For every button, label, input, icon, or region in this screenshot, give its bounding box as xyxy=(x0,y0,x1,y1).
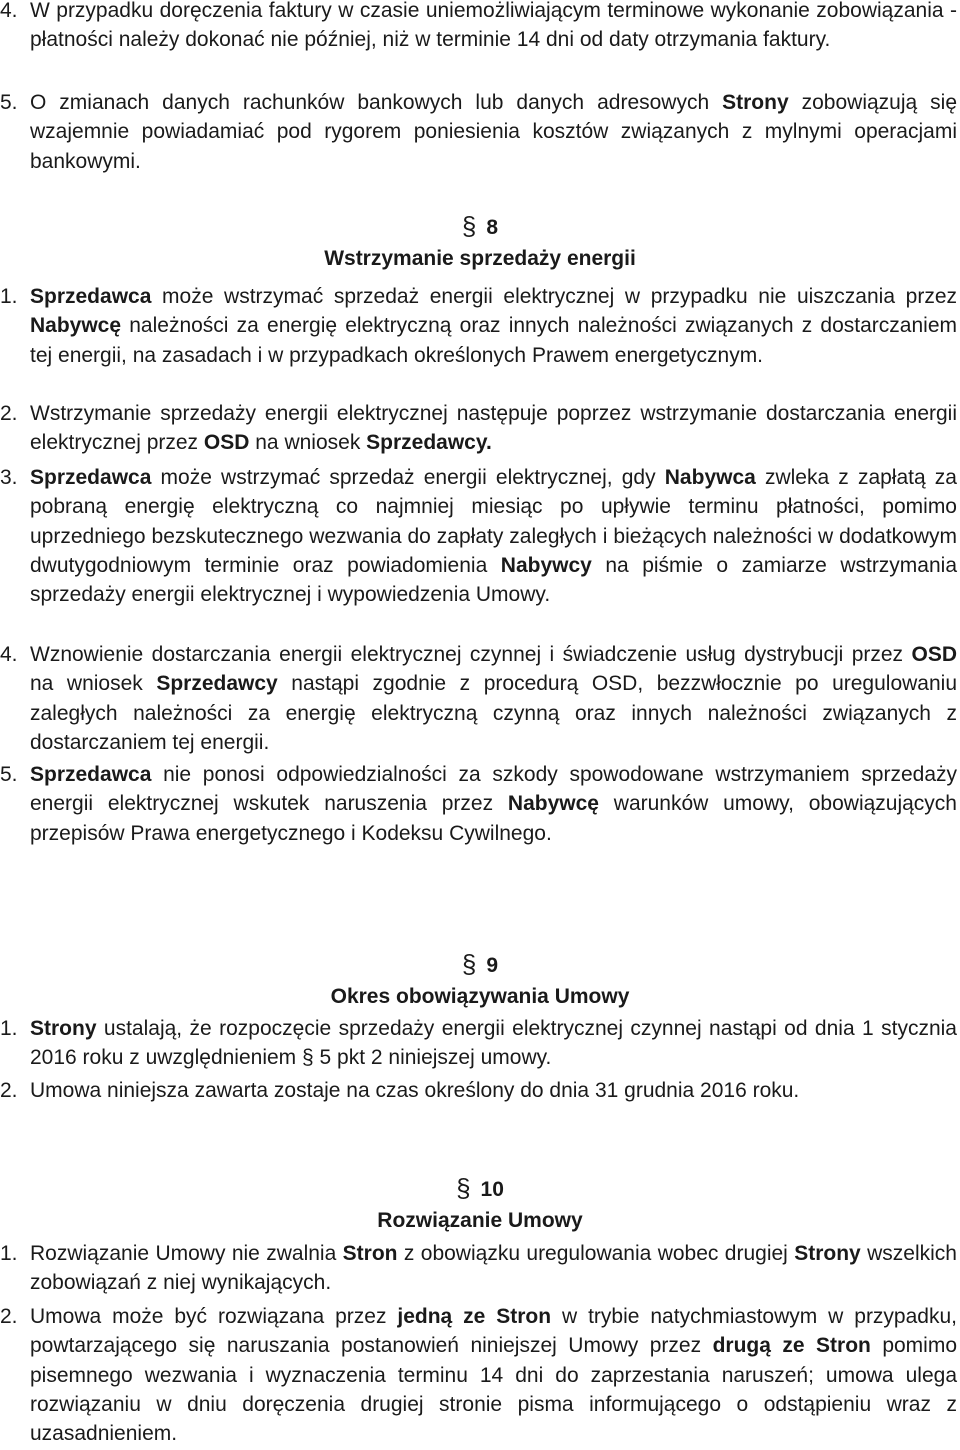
section-8-number xyxy=(0,212,960,242)
text-run: pomimo pisemnego wezwania i wyznaczenia terminu 14 dni do zaprzestania naruszeń; umowa ulega rozwiązaniu w dniu doręczenia drugiej stronie pisma informującego o odstąpieniu wraz z uzasadnieniem. xyxy=(30,1334,958,1446)
paragraph-text xyxy=(30,1079,799,1102)
section-8-paragraph-2 xyxy=(0,399,957,458)
bold-text-run: Stron xyxy=(342,1242,398,1265)
text-run: może wstrzymać sprzedaż energii elektrycznej w przypadku nie uiszczania przez xyxy=(151,285,957,308)
text-run: w trybie natychmiastowym w przypadku, powtarzającego się naruszania postanowień niniejszej Umowy przez xyxy=(30,1305,957,1358)
paragraph-number: 1. xyxy=(0,1242,18,1265)
section-8-paragraph-1 xyxy=(0,282,957,370)
section-8-paragraph-5 xyxy=(0,760,957,848)
section-10-title: Rozwiązanie Umowy xyxy=(377,1209,583,1232)
paragraph-text xyxy=(30,763,957,845)
paragraph-text xyxy=(30,643,957,754)
section-9-title: Okres obowiązywania Umowy xyxy=(330,985,630,1008)
section-sign: § xyxy=(456,1173,471,1203)
paragraph-number: 1. xyxy=(0,1017,18,1040)
section-9-paragraph-2 xyxy=(0,1076,957,1105)
text-run: zobowiązują się wzajemnie powiadamiać pod rygorem poniesienia kosztów związanych z mylnymi operacjami bankowymi. xyxy=(30,91,958,173)
section-number: 8 xyxy=(486,216,499,239)
bold-text-run: OSD xyxy=(203,431,250,455)
section-9-paragraph-1 xyxy=(0,1014,957,1073)
paragraph-text xyxy=(30,285,957,367)
paragraph-text xyxy=(30,1017,957,1069)
bold-text-run: Nabywcy xyxy=(500,553,592,577)
section-sign: § xyxy=(461,949,477,979)
bold-text-run: Nabywca xyxy=(664,466,756,489)
section-10-paragraph-2 xyxy=(0,1302,958,1448)
paragraph-number: 5. xyxy=(0,763,18,786)
text-run: wszelkich zobowiązań z niej wynikających. xyxy=(30,1242,957,1295)
text-run: warunków umowy, obowiązujących przepisów Prawa energetycznego i Kodeksu Cywilnego. xyxy=(30,792,957,845)
text-run: może wstrzymać sprzedaż energii elektrycznej, gdy xyxy=(151,466,665,489)
paragraph-number: 4. xyxy=(0,0,18,22)
text-run: ustalają, że rozpoczęcie sprzedaży energii elektrycznej czynnej nastąpi od dnia 1 stycznia 2016 roku z uwzględnieniem § 5 pkt 2 niniejszej umowy. xyxy=(30,1017,957,1070)
text-run: Umowa może być rozwiązana przez xyxy=(30,1305,398,1328)
paragraph-text xyxy=(30,0,957,51)
bold-text-run: Sprzedawca xyxy=(30,285,152,308)
bold-text-run: Nabywcę xyxy=(507,792,599,816)
paragraph-text xyxy=(30,1305,957,1445)
text-run: na wniosek xyxy=(249,431,367,455)
paragraph-text xyxy=(30,402,957,454)
text-run: Rozwiązanie Umowy nie zwalnia xyxy=(30,1242,343,1265)
bold-text-run: Sprzedawca xyxy=(30,466,152,489)
bold-text-run: Sprzedawcy xyxy=(156,672,278,696)
text-run: na piśmie o zamiarze wstrzymania sprzedaży energii elektrycznej i wypowiedzenia Umowy. xyxy=(30,553,958,607)
paragraph-number: 3. xyxy=(0,466,18,489)
text-run: nie ponosi odpowiedzialności za szkody spowodowane wstrzymaniem sprzedaży energii elektrycznej wskutek naruszenia przez xyxy=(30,763,957,816)
paragraph-prev-4 xyxy=(0,0,957,55)
section-10-number xyxy=(0,1174,960,1204)
section-8-title: Wstrzymanie sprzedaży energii xyxy=(324,247,636,270)
paragraph-number: 5. xyxy=(0,91,18,114)
bold-text-run: Sprzedawca xyxy=(30,763,152,786)
paragraph-text xyxy=(30,466,957,606)
section-8-paragraph-4 xyxy=(0,640,958,757)
section-8-paragraph-3 xyxy=(0,463,958,609)
text-run: nastąpi zgodnie z procedurą OSD, bezzwłocznie po uregulowaniu zaległych należności za energię elektryczną czynną oraz innych należności związanych z dostarczaniem tej energii. xyxy=(30,672,958,754)
text-run: Wstrzymanie sprzedaży energii elektrycznej następuje poprzez wstrzymanie dostarczania energii elektrycznej przez xyxy=(30,402,957,455)
paragraph-number: 4. xyxy=(0,643,18,666)
bold-text-run: drugą ze Stron xyxy=(712,1334,871,1358)
text-run: O zmianach danych rachunków bankowych lub danych adresowych xyxy=(30,91,723,114)
paragraph-number: 2. xyxy=(0,402,18,425)
text-run: zwleka z zapłatą za pobraną energię elektryczną co najmniej miesiąc po upływie terminu płatności, pomimo uprzedniego bezskutecznego wezwania do zapłaty zaległych i bieżących należności w dodatkowym dwutygodniowym terminie oraz powiadomienia xyxy=(30,466,957,577)
section-10-paragraph-1 xyxy=(0,1239,957,1298)
paragraph-prev-5 xyxy=(0,88,958,176)
section-number: 10 xyxy=(480,1178,504,1201)
paragraph-number: 2. xyxy=(0,1305,18,1328)
bold-text-run: Strony xyxy=(30,1017,97,1040)
paragraph-text xyxy=(30,1242,957,1294)
text-run: Wznowienie dostarczania energii elektrycznej czynnej i świadczenie usług dystrybucji przez xyxy=(30,643,912,666)
paragraph-text xyxy=(30,91,957,173)
section-sign: § xyxy=(461,211,477,241)
paragraph-number: 2. xyxy=(0,1079,18,1102)
section-number: 9 xyxy=(486,954,499,977)
bold-text-run: Strony xyxy=(794,1242,861,1265)
text-run: W przypadku doręczenia faktury w czasie uniemożliwiającym terminowe wykonanie zobowiązania - płatności należy dokonać nie później, niż w terminie 14 dni od daty otrzymania faktury. xyxy=(30,0,957,52)
bold-text-run: Nabywcę xyxy=(30,314,122,338)
bold-text-run: OSD xyxy=(911,643,957,666)
section-9-number xyxy=(0,950,960,980)
text-run: z obowiązku uregulowania wobec drugiej xyxy=(397,1242,795,1265)
text-run: należności za energię elektryczną oraz innych należności związanych z dostarczaniem tej energii, na zasadach i w przypadkach określonych Prawem energetycznym. xyxy=(30,314,957,367)
paragraph-number: 1. xyxy=(0,285,18,308)
bold-text-run: jedną ze Stron xyxy=(397,1305,552,1328)
bold-text-run: Strony xyxy=(722,91,789,114)
text-run: na wniosek xyxy=(30,672,157,696)
text-run: Umowa niniejsza zawarta zostaje na czas określony do dnia 31 grudnia 2016 roku. xyxy=(30,1079,800,1102)
bold-text-run: Sprzedawcy. xyxy=(366,431,492,455)
